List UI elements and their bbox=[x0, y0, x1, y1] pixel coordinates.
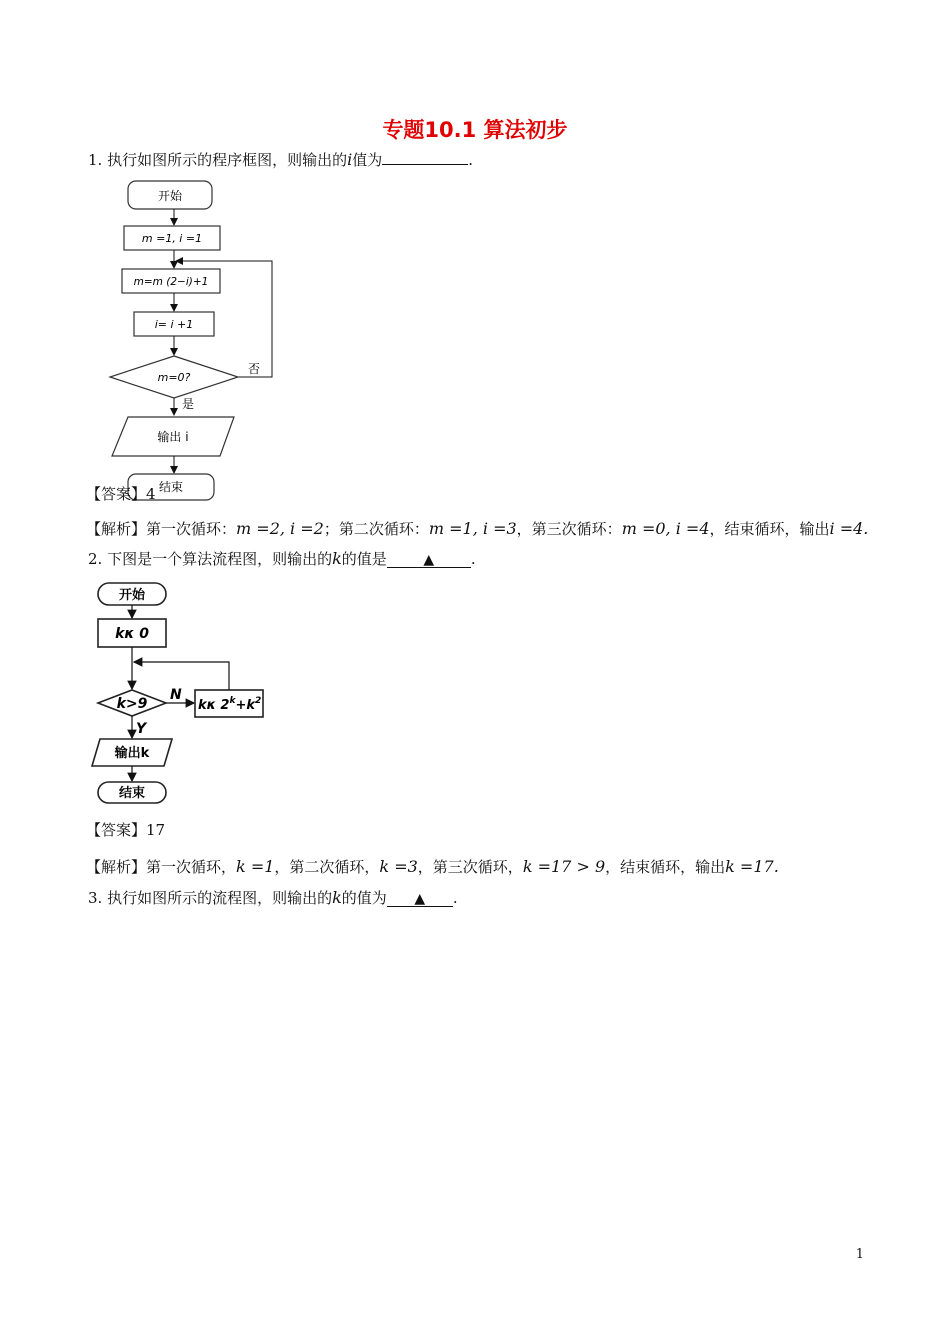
q1-analysis-math-3: m =0, i =4 bbox=[621, 519, 710, 538]
q1-analysis-text-2: ；第二次循环： bbox=[323, 520, 429, 538]
q2-stem-end: . bbox=[470, 550, 476, 568]
q1-stem-prefix: 1. 执行如图所示的程序框图，则输出的 bbox=[88, 151, 348, 169]
q1-answer-label: 【答案】 bbox=[86, 485, 147, 503]
flow2-output-label: 输出k bbox=[114, 746, 150, 761]
flow1-no-label: 否 bbox=[248, 362, 261, 376]
q1-answer-blank bbox=[382, 150, 468, 165]
q3-answer-blank: ▲ bbox=[387, 892, 453, 907]
q1-stem-suffix: 值为 bbox=[352, 151, 383, 169]
q1-analysis-math-1: m =2, i =2 bbox=[236, 519, 324, 538]
q2-analysis-text-4: ，结束循环，输出 bbox=[605, 858, 726, 876]
q1-analysis-math-2: m =1, i =3 bbox=[428, 519, 517, 538]
q1-analysis-text-4: ，结束循环，输出 bbox=[709, 520, 830, 538]
question-1-stem bbox=[88, 150, 473, 170]
q1-analysis-text-1: 第一次循环： bbox=[146, 520, 237, 538]
q3-stem-var: k bbox=[332, 888, 342, 907]
flow1-decision-label: m=0? bbox=[157, 371, 191, 384]
flow2-decision-label: k>9 bbox=[116, 696, 148, 712]
q2-stem-suffix: 的值是 bbox=[341, 550, 387, 568]
q3-stem-prefix: 3. 执行如图所示的流程图，则输出的 bbox=[88, 889, 333, 907]
q2-analysis-text-3: ，第三次循环， bbox=[417, 858, 523, 876]
flow1-increment-label: i= i +1 bbox=[154, 318, 194, 331]
q2-stem-prefix: 2. 下图是一个算法流程图，则输出的 bbox=[88, 550, 333, 568]
q1-analysis-label: 【解析】 bbox=[86, 520, 147, 538]
q1-analysis bbox=[86, 519, 868, 539]
q1-answer-value: 4 bbox=[146, 485, 156, 503]
q2-analysis-text-2: ，第二次循环， bbox=[274, 858, 380, 876]
question-3-stem bbox=[88, 888, 458, 908]
q2-answer-blank: ▲ bbox=[387, 553, 471, 568]
q2-analysis-label: 【解析】 bbox=[86, 858, 147, 876]
q1-stem-end: . bbox=[468, 151, 474, 169]
q1-analysis-math-4: i =4. bbox=[829, 519, 869, 538]
page-title: 专题10.1 算法初步 bbox=[382, 118, 568, 142]
flowchart-1 bbox=[100, 175, 290, 505]
flow2-end-label: 结束 bbox=[118, 786, 146, 801]
flow1-end-label: 结束 bbox=[158, 480, 184, 494]
q2-answer bbox=[86, 820, 165, 840]
question-2-stem bbox=[88, 549, 476, 569]
q2-analysis-math-3: k =17 > 9 bbox=[522, 857, 606, 876]
q1-answer bbox=[86, 484, 156, 504]
flow2-assign-sup2: 2 bbox=[255, 696, 262, 706]
flow2-assign-sup1: k bbox=[229, 696, 236, 706]
flow2-no-label: N bbox=[170, 687, 182, 703]
flow1-init-label: m =1, i =1 bbox=[141, 232, 203, 245]
q1-stem-var: i bbox=[347, 150, 353, 169]
q2-analysis-math-1: k =1 bbox=[236, 857, 275, 876]
q1-analysis-text-3: ，第三次循环： bbox=[516, 520, 622, 538]
flow2-start-label: 开始 bbox=[118, 588, 146, 603]
q3-stem-suffix: 的值为 bbox=[341, 889, 387, 907]
flowchart-2 bbox=[90, 578, 280, 808]
page-number: 1 bbox=[855, 1247, 864, 1262]
flow1-output-label: 输出 i bbox=[157, 430, 189, 444]
flow1-assign-label: m=m (2−i)+1 bbox=[133, 276, 209, 288]
flow1-start-label: 开始 bbox=[157, 189, 183, 203]
flow2-yes-label: Y bbox=[136, 721, 147, 737]
flow1-yes-label: 是 bbox=[182, 397, 195, 411]
flow2-init-label: kκ 0 bbox=[115, 626, 149, 642]
q3-stem-end: . bbox=[452, 889, 458, 907]
q2-analysis-text-1: 第一次循环， bbox=[146, 858, 237, 876]
q2-answer-label: 【答案】 bbox=[86, 821, 147, 839]
q2-analysis-math-2: k =3 bbox=[379, 857, 418, 876]
q2-analysis-math-4: k =17. bbox=[725, 857, 779, 876]
q2-answer-value: 17 bbox=[146, 821, 166, 839]
flow2-assign-left: kκ 2 bbox=[198, 698, 230, 713]
q2-analysis bbox=[86, 857, 779, 877]
flow2-assign-mid: +k bbox=[235, 698, 255, 713]
q2-stem-var: k bbox=[332, 549, 342, 568]
